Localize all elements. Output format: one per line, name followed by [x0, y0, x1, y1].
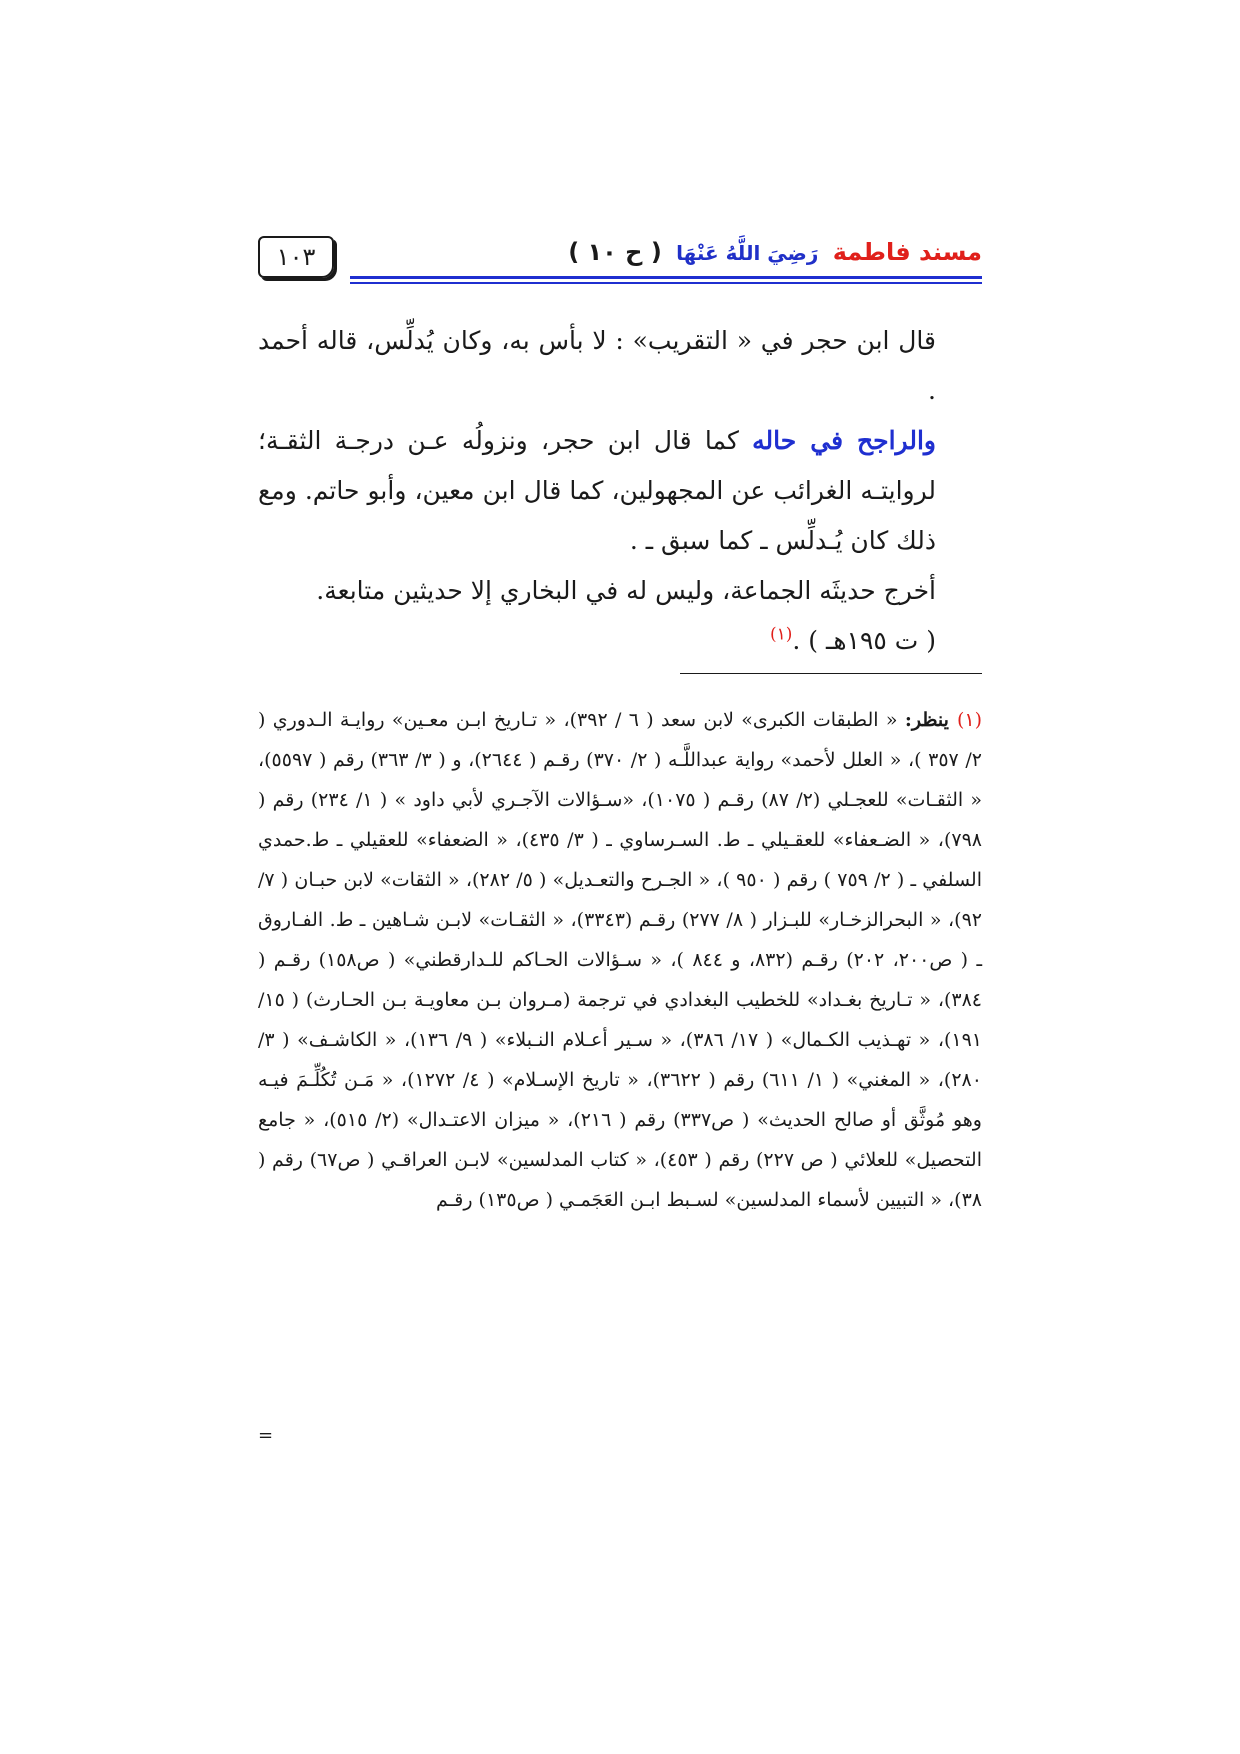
- footnote-number: (١): [956, 709, 982, 731]
- paragraph: قال ابن حجر في « التقريب» : لا بأس به، وكان يُدلِّس، قاله أحمد .: [258, 326, 936, 405]
- page-number: ١٠٣: [258, 236, 334, 278]
- title-volume: ( ح ١٠ ): [568, 238, 662, 266]
- footnote-text: « الطبقات الكبرى» لابن سعد ( ٦ / ٣٩٢)، « تـاريخ ابـن معـين» روايـة الـدوري ( ٢/ ٣٥٧ )، « العلل لأحمد» رواية عبداللَّـه ( ٢/ ٣٧٠) رقـم ( ٢٦٤٤)، و ( ٣/ ٣٦٣) رقم ( ٥٥٩٧)، « الثقـات» للعجـلي (٢/ ٨٧) رقـم ( ١٠٧٥)، «سـؤالات الآجـري لأبي داود » ( ١/ ٢٣٤) رقم ( ٧٩٨)، « الضـعفاء» للعقـيلي ـ ط. السـرساوي ـ ( ٣/ ٤٣٥)، « الضعفاء» للعقيلي ـ ط.حمدي السلفي ـ ( ٢/ ٧٥٩ ) رقم ( ٩٥٠ )، « الجـرح والتعـديل» ( ٥/ ٢٨٢)، « الثقات» لابن حبـان ( ٧/ ٩٢)، « البحرالزخـار» للبـزار ( ٨/ ٢٧٧) رقـم (٣٣٤٣)، « الثقـات» لابـن شـاهين ـ ط. الفـاروق ـ ( ص٢٠٠، ٢٠٢) رقـم (٨٣٢، و ٨٤٤ )، « سـؤالات الحـاكم للـدارقطني» ( ص١٥٨) رقـم ( ٣٨٤)، « تـاريخ بغـداد» للخطيب البغدادي في ترجمة (مـروان بـن معاويـة بـن الحـارث) ( ١٥/ ١٩١)، « تهـذيب الكـمال» ( ١٧/ ٣٨٦)، « سـير أعـلام النـبلاء» ( ٩/ ١٣٦)، « الكاشـف» ( ٣/ ٢٨٠)، « المغني» ( ١/ ٦١١) رقم ( ٣٦٢٢)، « تاريخ الإسـلام» ( ٤/ ١٢٧٢)، « مَـن تُكُلِّـمَ فيـه وهو مُوثَّق أو صالح الحديث» ( ص٣٣٧) رقم ( ٢١٦)، « ميزان الاعتـدال» (٢/ ٥١٥)، « جامع التحصيل» للعلائي ( ص ٢٢٧) رقم ( ٤٥٣)، « كتاب المدلسين» لابـن العراقـي ( ص٦٧) رقم ( ٣٨)، « التبيين لأسماء المدلسين» لسـبط ابـن العَجَمـي ( ص١٣٥) رقـم: [258, 709, 983, 1211]
- death-date: ( ت ١٩٥هـ ) .: [792, 626, 936, 655]
- title-name: مسند فاطمة: [832, 238, 982, 266]
- page-header: [258, 236, 982, 286]
- footnote-paragraph: [258, 700, 982, 1220]
- paragraph: [258, 616, 982, 666]
- header-rule: [350, 276, 982, 279]
- running-title: [568, 238, 982, 266]
- main-text: [258, 316, 982, 666]
- footnote-lead: ينظر:: [904, 709, 949, 731]
- header-rule-thin: [350, 282, 982, 284]
- paragraph: أخرج حديثَه الجماعة، وليس له في البخاري إلا حديثين متابعة.: [316, 576, 936, 605]
- continuation-mark: =: [258, 1425, 274, 1446]
- footnote-separator: [680, 673, 982, 674]
- title-honorific: رَضِيَ اللَّهُ عَنْهَا: [676, 241, 819, 265]
- paragraph: [258, 416, 982, 566]
- paragraph-text: كما قال ابن حجر، ونزولُه عـن درجـة الثقـة؛ لروايتـه الغرائب عن المجهولين، كما قال ابن معين، وأبو حاتم. ومع ذلك كان يُـدلِّس ـ كما سبق ـ .: [258, 426, 936, 555]
- footnote-reference[interactable]: (١): [769, 624, 793, 645]
- footnote: [258, 700, 982, 1220]
- highlight-phrase: والراجح في حاله: [752, 426, 936, 455]
